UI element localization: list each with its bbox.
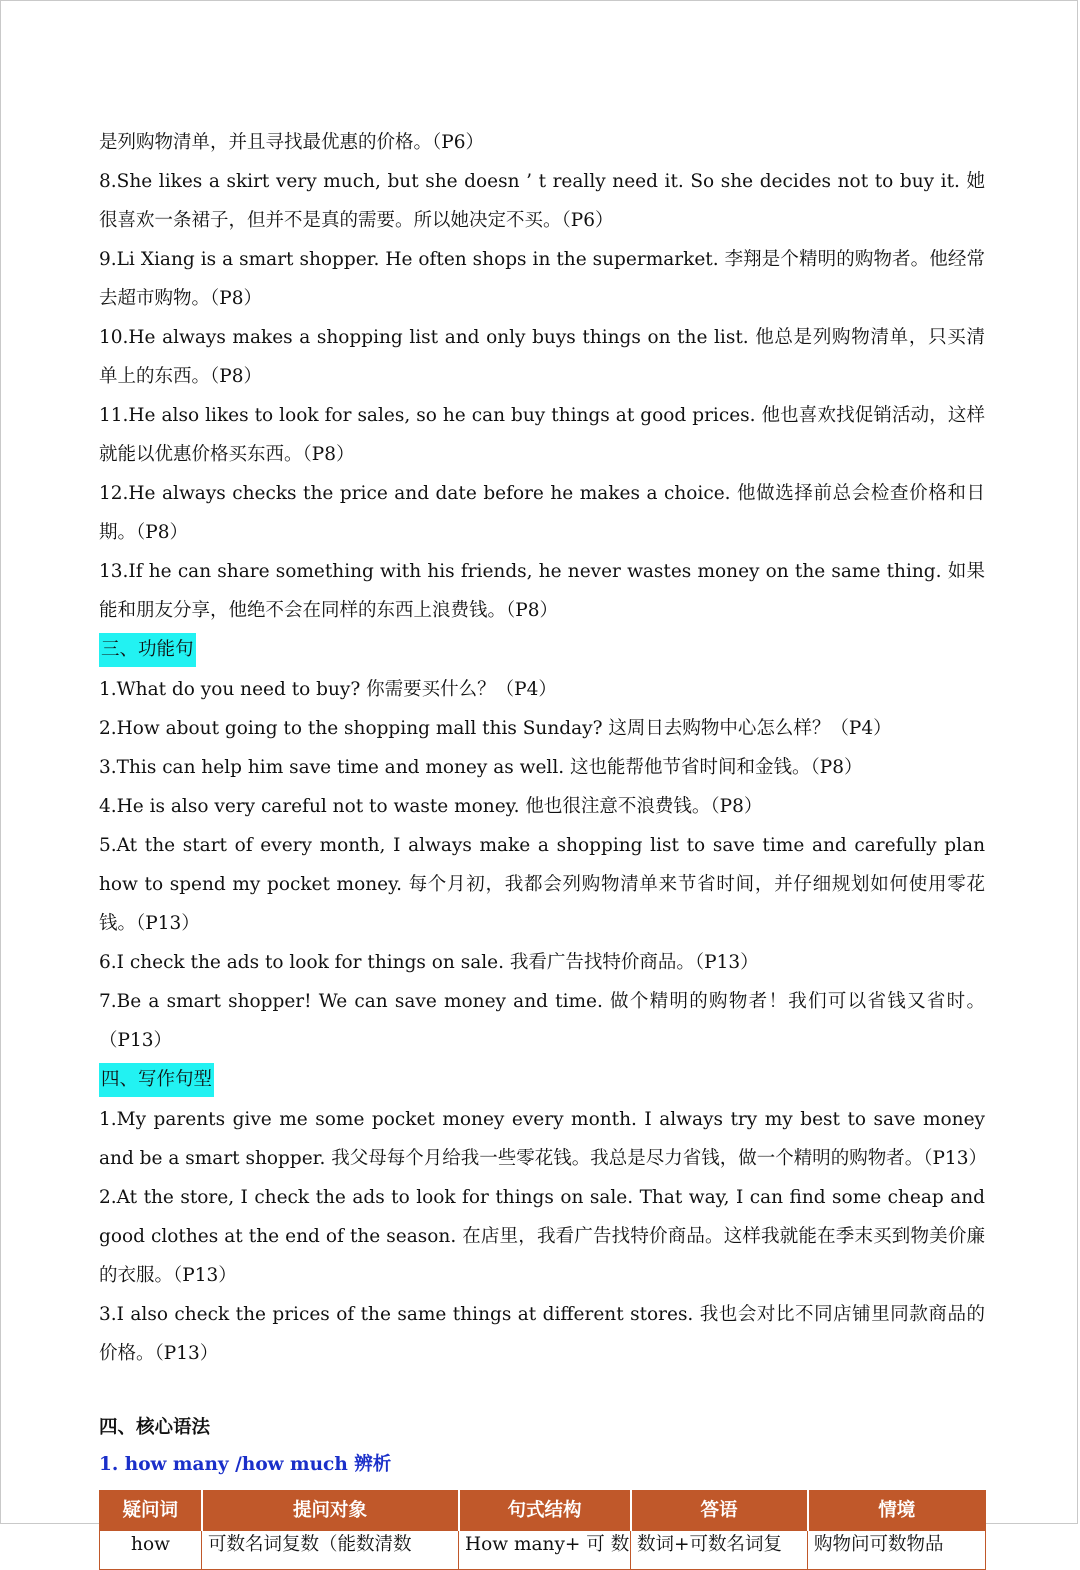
- table-row: [100, 1531, 986, 1570]
- table-header-cell: 句式结构: [459, 1491, 631, 1531]
- functional-sentence: 3.This can help him save time and money as well. 这也能帮他节省时间和金钱。（P8）: [99, 757, 863, 778]
- document-content: [99, 123, 985, 1570]
- writing-pattern: 2.At the store, I check the ads to look for things on sale. That way, I can find some cheap and good clothes at the end of the season. 在店里，我看广告找特价商品。这样我就能在季末买到物美价廉的衣服。（P13）: [99, 1187, 985, 1286]
- functional-sentence: 7.Be a smart shopper! We can save money and time. 做个精明的购物者！我们可以省钱又省时。（P13）: [99, 991, 985, 1051]
- paragraph: 11.He also likes to look for sales, so he can buy things at good prices. 他也喜欢找促销活动，这样就能以优惠价格买东西。（P8）: [99, 405, 985, 465]
- table-cell: 购物问可数物品: [808, 1531, 986, 1570]
- paragraph: 10.He always makes a shopping list and only buys things on the list. 他总是列购物清单，只买清单上的东西。（P8）: [99, 327, 985, 387]
- highlighted-heading: 三、功能句: [99, 633, 196, 667]
- table-cell: How many+ 可 数: [459, 1531, 631, 1570]
- writing-pattern: 3.I also check the prices of the same things at different stores. 我也会对比不同店铺里同款商品的价格。（P13）: [99, 1304, 985, 1364]
- table-cell: 数词+可数名词复: [631, 1531, 808, 1570]
- highlighted-heading: 四、写作句型: [99, 1063, 214, 1097]
- table-header-cell: 疑问词: [100, 1491, 202, 1531]
- table-header-row: [100, 1491, 986, 1531]
- paragraph: 8.She likes a skirt very much, but she doesn ’ t really need it. So she decides not to buy it. 她很喜欢一条裙子，但并不是真的需要。所以她决定不买。（P6）: [99, 171, 985, 231]
- functional-sentence: 6.I check the ads to look for things on sale. 我看广告找特价商品。（P13）: [99, 952, 759, 973]
- grammar-table: [99, 1490, 986, 1570]
- table-header-cell: 情境: [808, 1491, 986, 1531]
- table-cell: how: [100, 1531, 202, 1570]
- functional-sentence: 4.He is also very careful not to waste money. 他也很注意不浪费钱。（P8）: [99, 796, 763, 817]
- grammar-section-title: 四、核心语法: [99, 1417, 211, 1438]
- table-header-cell: 提问对象: [202, 1491, 459, 1531]
- table-header-cell: 答语: [631, 1491, 808, 1531]
- paragraph: 12.He always checks the price and date before he makes a choice. 他做选择前总会检查价格和日期。（P8）: [99, 483, 985, 543]
- writing-pattern: 1.My parents give me some pocket money every month. I always try my best to save money and be a smart shopper. 我父母每个月给我一些零花钱。我总是尽力省钱，做一个精明的购物者。（P13）: [99, 1109, 987, 1169]
- grammar-subtitle: 1. how many /how much 辨析: [99, 1454, 392, 1475]
- functional-sentence: 5.At the start of every month, I always make a shopping list to save time and carefully plan how to spend my pocket money. 每个月初，我都会列购物清单来节省时间，并仔细规划如何使用零花钱。（P13）: [99, 835, 985, 934]
- table-cell: 可数名词复数（能数清数: [202, 1531, 459, 1570]
- section-heading-functional-sentences: [99, 630, 985, 670]
- paragraph: 是列购物清单，并且寻找最优惠的价格。（P6）: [99, 132, 484, 153]
- paragraph: 9.Li Xiang is a smart shopper. He often shops in the supermarket. 李翔是个精明的购物者。他经常去超市购物。（P8）: [99, 249, 985, 309]
- section-heading-writing-patterns: [99, 1060, 985, 1100]
- paragraph: 13.If he can share something with his friends, he never wastes money on the same thing. 如果能和朋友分享，他绝不会在同样的东西上浪费钱。（P8）: [99, 561, 985, 621]
- functional-sentence: 1.What do you need to buy? 你需要买什么？（P4）: [99, 679, 557, 700]
- functional-sentence: 2.How about going to the shopping mall this Sunday? 这周日去购物中心怎么样？（P4）: [99, 718, 892, 739]
